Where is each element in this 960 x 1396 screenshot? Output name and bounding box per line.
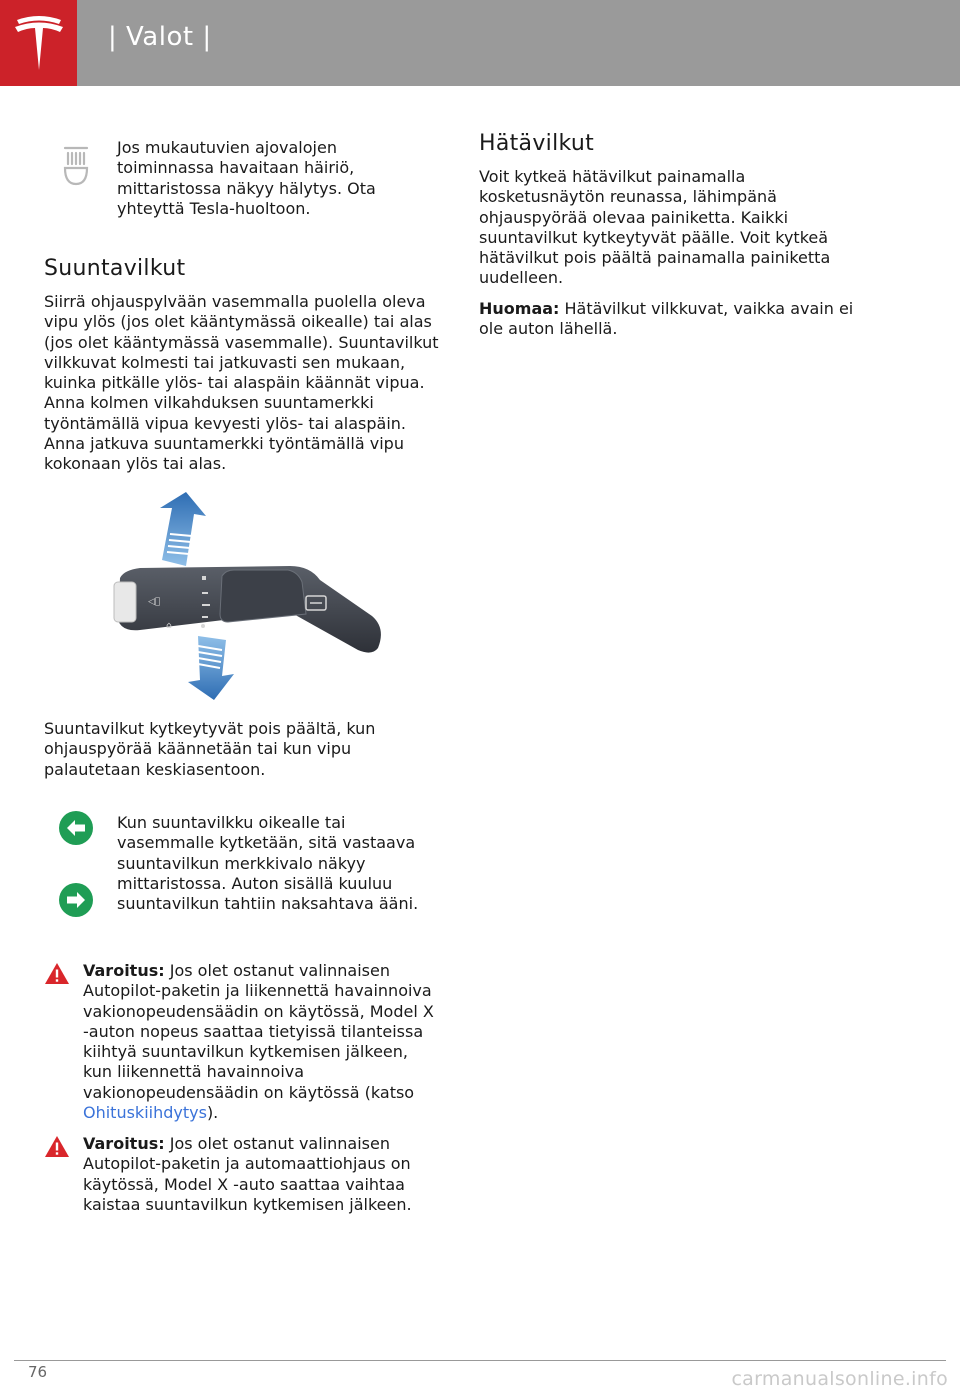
warning-icon — [44, 962, 70, 989]
indicator-note: Kun suuntavilkku oikealle tai vasemmalle kytketään, sitä vastaava suuntavilkun merkkivalo näkyy mittaristossa. Auton sisällä kuuluu suuntavilkun tahtiin naksahtava ääni. — [117, 813, 419, 914]
hazard-note — [479, 299, 869, 340]
warning-icon — [44, 1135, 70, 1162]
left-turn-indicator-icon — [58, 810, 94, 850]
svg-text:⌂: ⌂ — [166, 621, 172, 631]
turn-signals-cancel-text: Suuntavilkut kytkeytyvät pois päältä, kun ohjauspyörää käännetään tai kun vipu palautetaan keskiasentoon. — [44, 719, 376, 779]
section-title: | Valot | — [108, 22, 212, 52]
adaptive-headlight-icon — [60, 144, 92, 192]
page-number: 76 — [28, 1363, 48, 1381]
footer-divider — [14, 1360, 946, 1361]
turn-signals-heading: Suuntavilkut — [44, 256, 186, 281]
warning-text: Jos olet ostanut valinnaisen Autopilot-paketin ja liikennettä havainnoiva vakionopeudensäädin on käytössä, Model X -auton nopeus saattaa tietyissä tilanteissa kiihtyä suuntavilkun kytkemisen jälkeen, kun liikennettä havainnoiva vakionopeudensäädin on käytössä (katso — [83, 961, 434, 1102]
warning-text-end: ). — [206, 1103, 219, 1123]
ohituskiihdytys-link[interactable]: Ohituskiihdytys — [83, 1103, 207, 1123]
tesla-logo — [0, 0, 77, 86]
turn-signal-stalk-illustration — [110, 490, 390, 709]
warning-autopilot-acceleration — [83, 961, 438, 1123]
warning-label: Varoitus: — [83, 1134, 165, 1153]
warning-text: Jos olet ostanut valinnaisen Autopilot-paketin ja automaattiohjaus on käytössä, Model X -auto saattaa vaihtaa kaistaa suuntavilkun kytkemisen jälkeen. — [83, 1134, 412, 1214]
turn-signals-paragraph: Siirrä ohjauspylvään vasemmalla puolella oleva vipu ylös (jos olet kääntymässä oikealle) tai alas (jos olet kääntymässä vasemmalle). Suuntavilkut vilkkuvat kolmesti tai jatkuvasti sen mukaan, kuinka pitkälle ylös- tai alaspäin käännät vipua. Anna kolmen vilkahduksen suuntamerkki työntämällä vipua kevyesti ylös- tai alaspäin. Anna jatkuva suuntamerkki työntämällä vipu kokonaan ylös tai alas. — [44, 292, 439, 474]
page-header — [0, 0, 960, 86]
svg-text:◁⃝: ◁⃝ — [148, 597, 161, 607]
warning-autosteer-lane-change — [83, 1134, 438, 1215]
hazard-lights-paragraph: Voit kytkeä hätävilkut painamalla kosketusnäytön reunassa, lähimpänä ohjauspyörää olevaa painiketta. Kaikki suuntavilkut kytkeytyvät päälle. Voit kytkeä hätävilkut pois päältä painamalla painiketta uudelleen. — [479, 167, 831, 288]
right-turn-indicator-icon — [58, 882, 94, 922]
watermark: carmanualsonline.info — [731, 1368, 948, 1390]
warning-label: Varoitus: — [83, 961, 165, 980]
note-label: Huomaa: — [479, 299, 560, 318]
adaptive-headlight-note: Jos mukautuvien ajovalojen toiminnassa havaitaan häiriö, mittaristossa näkyy hälytys. Ota yhteyttä Tesla-huoltoon. — [117, 138, 376, 218]
note-text: Hätävilkut vilkkuvat, vaikka avain ei ole auton lähellä. — [479, 299, 854, 339]
hazard-lights-heading: Hätävilkut — [479, 131, 595, 156]
